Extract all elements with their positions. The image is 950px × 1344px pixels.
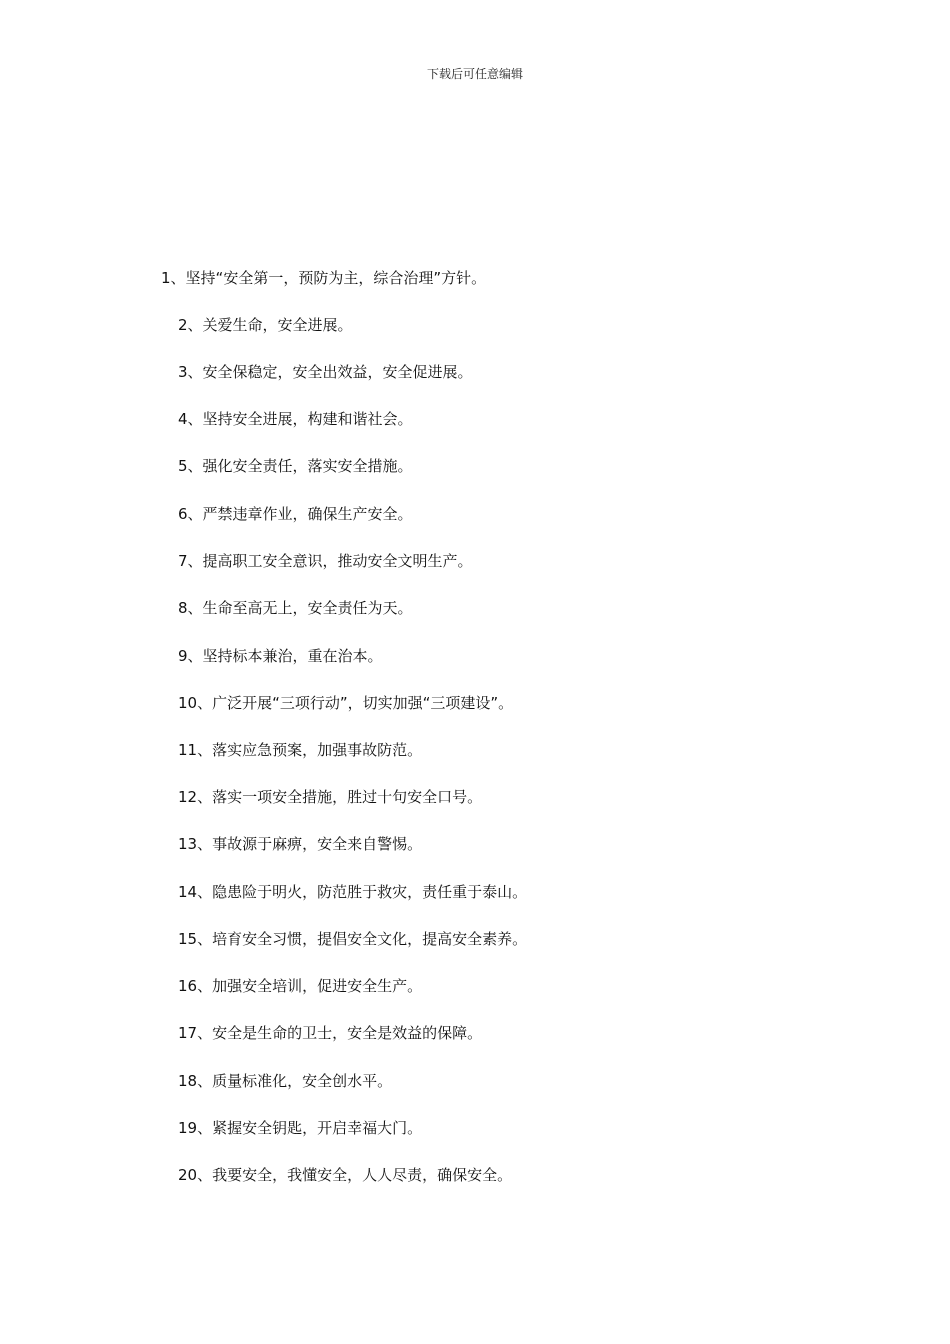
slogan-item: 14、隐患险于明火，防范胜于救灾，责任重于泰山。 <box>178 883 528 901</box>
slogan-item: 12、落实一项安全措施，胜过十句安全口号。 <box>178 788 483 806</box>
slogan-item: 7、提高职工安全意识，推动安全文明生产。 <box>178 552 473 570</box>
slogan-item: 16、加强安全培训，促进安全生产。 <box>178 977 423 995</box>
slogan-item: 8、生命至高无上，安全责任为天。 <box>178 599 413 617</box>
page-header: 下载后可任意编辑 <box>426 67 523 81</box>
slogan-item: 15、培育安全习惯，提倡安全文化，提高安全素养。 <box>178 930 528 948</box>
slogan-item: 17、安全是生命的卫士，安全是效益的保障。 <box>178 1024 483 1042</box>
slogan-item: 18、质量标准化，安全创水平。 <box>178 1072 393 1090</box>
slogan-item: 9、坚持标本兼治，重在治本。 <box>178 647 383 665</box>
slogan-item: 4、坚持安全进展，构建和谐社会。 <box>178 410 413 428</box>
slogan-item: 13、事故源于麻痹，安全来自警惕。 <box>178 835 423 853</box>
slogan-item: 20、我要安全，我懂安全，人人尽责，确保安全。 <box>178 1166 513 1184</box>
slogan-item: 11、落实应急预案，加强事故防范。 <box>178 741 423 759</box>
slogan-item: 6、严禁违章作业，确保生产安全。 <box>178 505 413 523</box>
slogan-item: 2、关爱生命，安全进展。 <box>178 316 353 334</box>
slogan-item: 5、强化安全责任，落实安全措施。 <box>178 457 413 475</box>
slogan-item: 10、广泛开展“三项行动”，切实加强“三项建设”。 <box>178 694 514 712</box>
slogan-item: 1、坚持“安全第一，预防为主，综合治理”方针。 <box>161 269 487 287</box>
slogan-item: 3、安全保稳定，安全出效益，安全促进展。 <box>178 363 473 381</box>
slogan-item: 19、紧握安全钥匙，开启幸福大门。 <box>178 1119 423 1137</box>
